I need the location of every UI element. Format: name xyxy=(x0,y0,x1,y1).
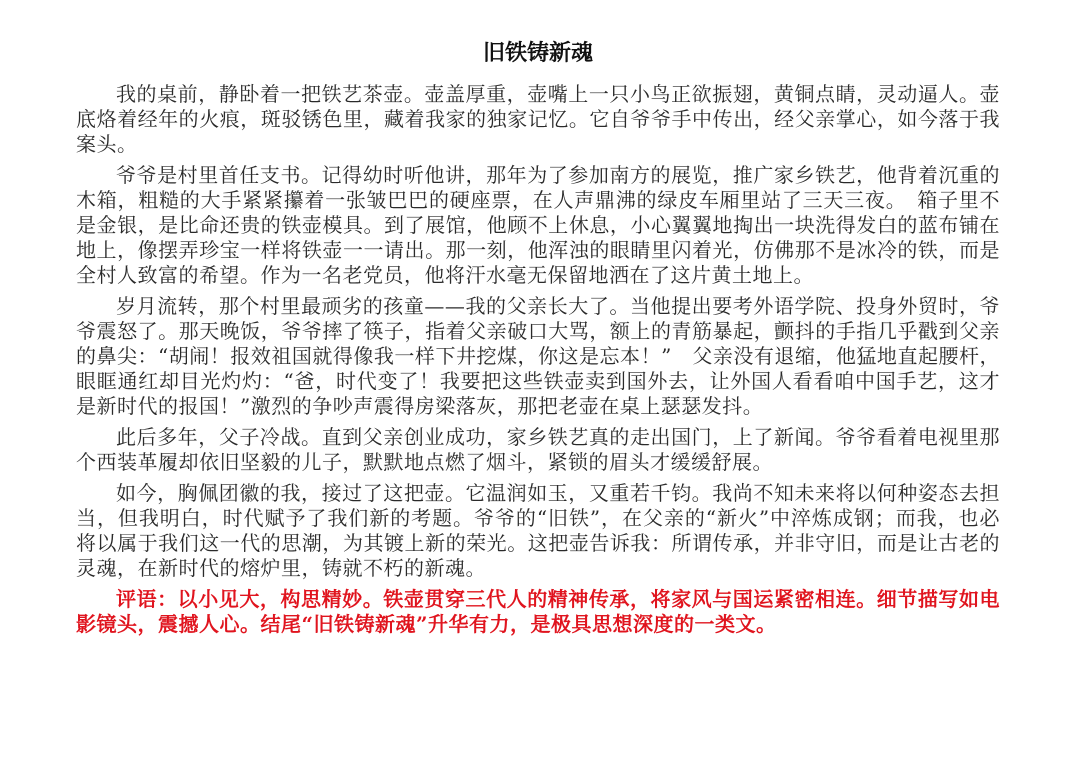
paragraph-grandfather: 爷爷是村里首任支书。记得幼时听他讲，那年为了参加南方的展览，推广家乡铁艺，他背着沉重的木箱，粗糙的大手紧紧攥着一张皱巴巴的硬座票，在人声鼎沸的绿皮车厢里站了三天三夜。 箱子里不是金银，是比命还贵的铁壶模具。到了展馆，他顾不上休息，小心翼翼地掏出一块洗得发白的蓝布铺在地上，像摆弄珍宝一样将铁壶一一请出。那一刻，他浑浊的眼睛里闪着光，仿佛那不是冰冷的铁，而是全村人致富的希望。作为一名老党员，他将汗水毫无保留地洒在了这片黄土地上。 xyxy=(76,163,1000,287)
paragraph-father-conflict: 岁月流转，那个村里最顽劣的孩童——我的父亲长大了。当他提出要考外语学院、投身外贸时，爷爷震怒了。那天晚饭，爷爷摔了筷子，指着父亲破口大骂，额上的青筋暴起，颤抖的手指几乎戳到父亲的鼻尖：“胡闹！报效祖国就得像我一样下井挖煤，你这是忘本！” 父亲没有退缩，他猛地直起腰杆，眼眶通红却目光灼灼：“爸，时代变了！我要把这些铁壶卖到国外去，让外国人看看咱中国手艺，这才是新时代的报国！”激烈的争吵声震得房梁落灰，那把老壶在桌上瑟瑟发抖。 xyxy=(76,294,1000,418)
teacher-comment: 评语：以小见大，构思精妙。铁壶贯穿三代人的精神传承，将家风与国运紧密相连。细节描写如电影镜头，震撼人心。结尾“旧铁铸新魂”升华有力，是极具思想深度的一类文。 xyxy=(76,587,1000,636)
essay-title: 旧铁铸新魂 xyxy=(482,40,593,66)
paragraph-reconciliation: 此后多年，父子冷战。直到父亲创业成功，家乡铁艺真的走出国门，上了新闻。爷爷看着电视里那个西装革履却依旧坚毅的儿子，默默地点燃了烟斗，紧锁的眉头才缓缓舒展。 xyxy=(76,425,1000,474)
paragraph-teapot: 我的桌前，静卧着一把铁艺茶壶。壶盖厚重，壶嘴上一只小鸟正欲振翅，黄铜点睛，灵动逼人。壶底烙着经年的火痕，斑驳锈色里，藏着我家的独家记忆。它自爷爷手中传出，经父亲掌心，如今落于我案头。 xyxy=(76,82,1000,156)
document-page xyxy=(76,38,1000,643)
paragraph-inheritance: 如今，胸佩团徽的我，接过了这把壶。它温润如玉，又重若千钧。我尚不知未来将以何种姿态去担当，但我明白，时代赋予了我们新的考题。爷爷的“旧铁”，在父亲的“新火”中淬炼成钢；而我，也必将以属于我们这一代的思潮，为其镀上新的荣光。这把壶告诉我：所谓传承，并非守旧，而是让古老的灵魂，在新时代的熔炉里，铸就不朽的新魂。 xyxy=(76,481,1000,580)
